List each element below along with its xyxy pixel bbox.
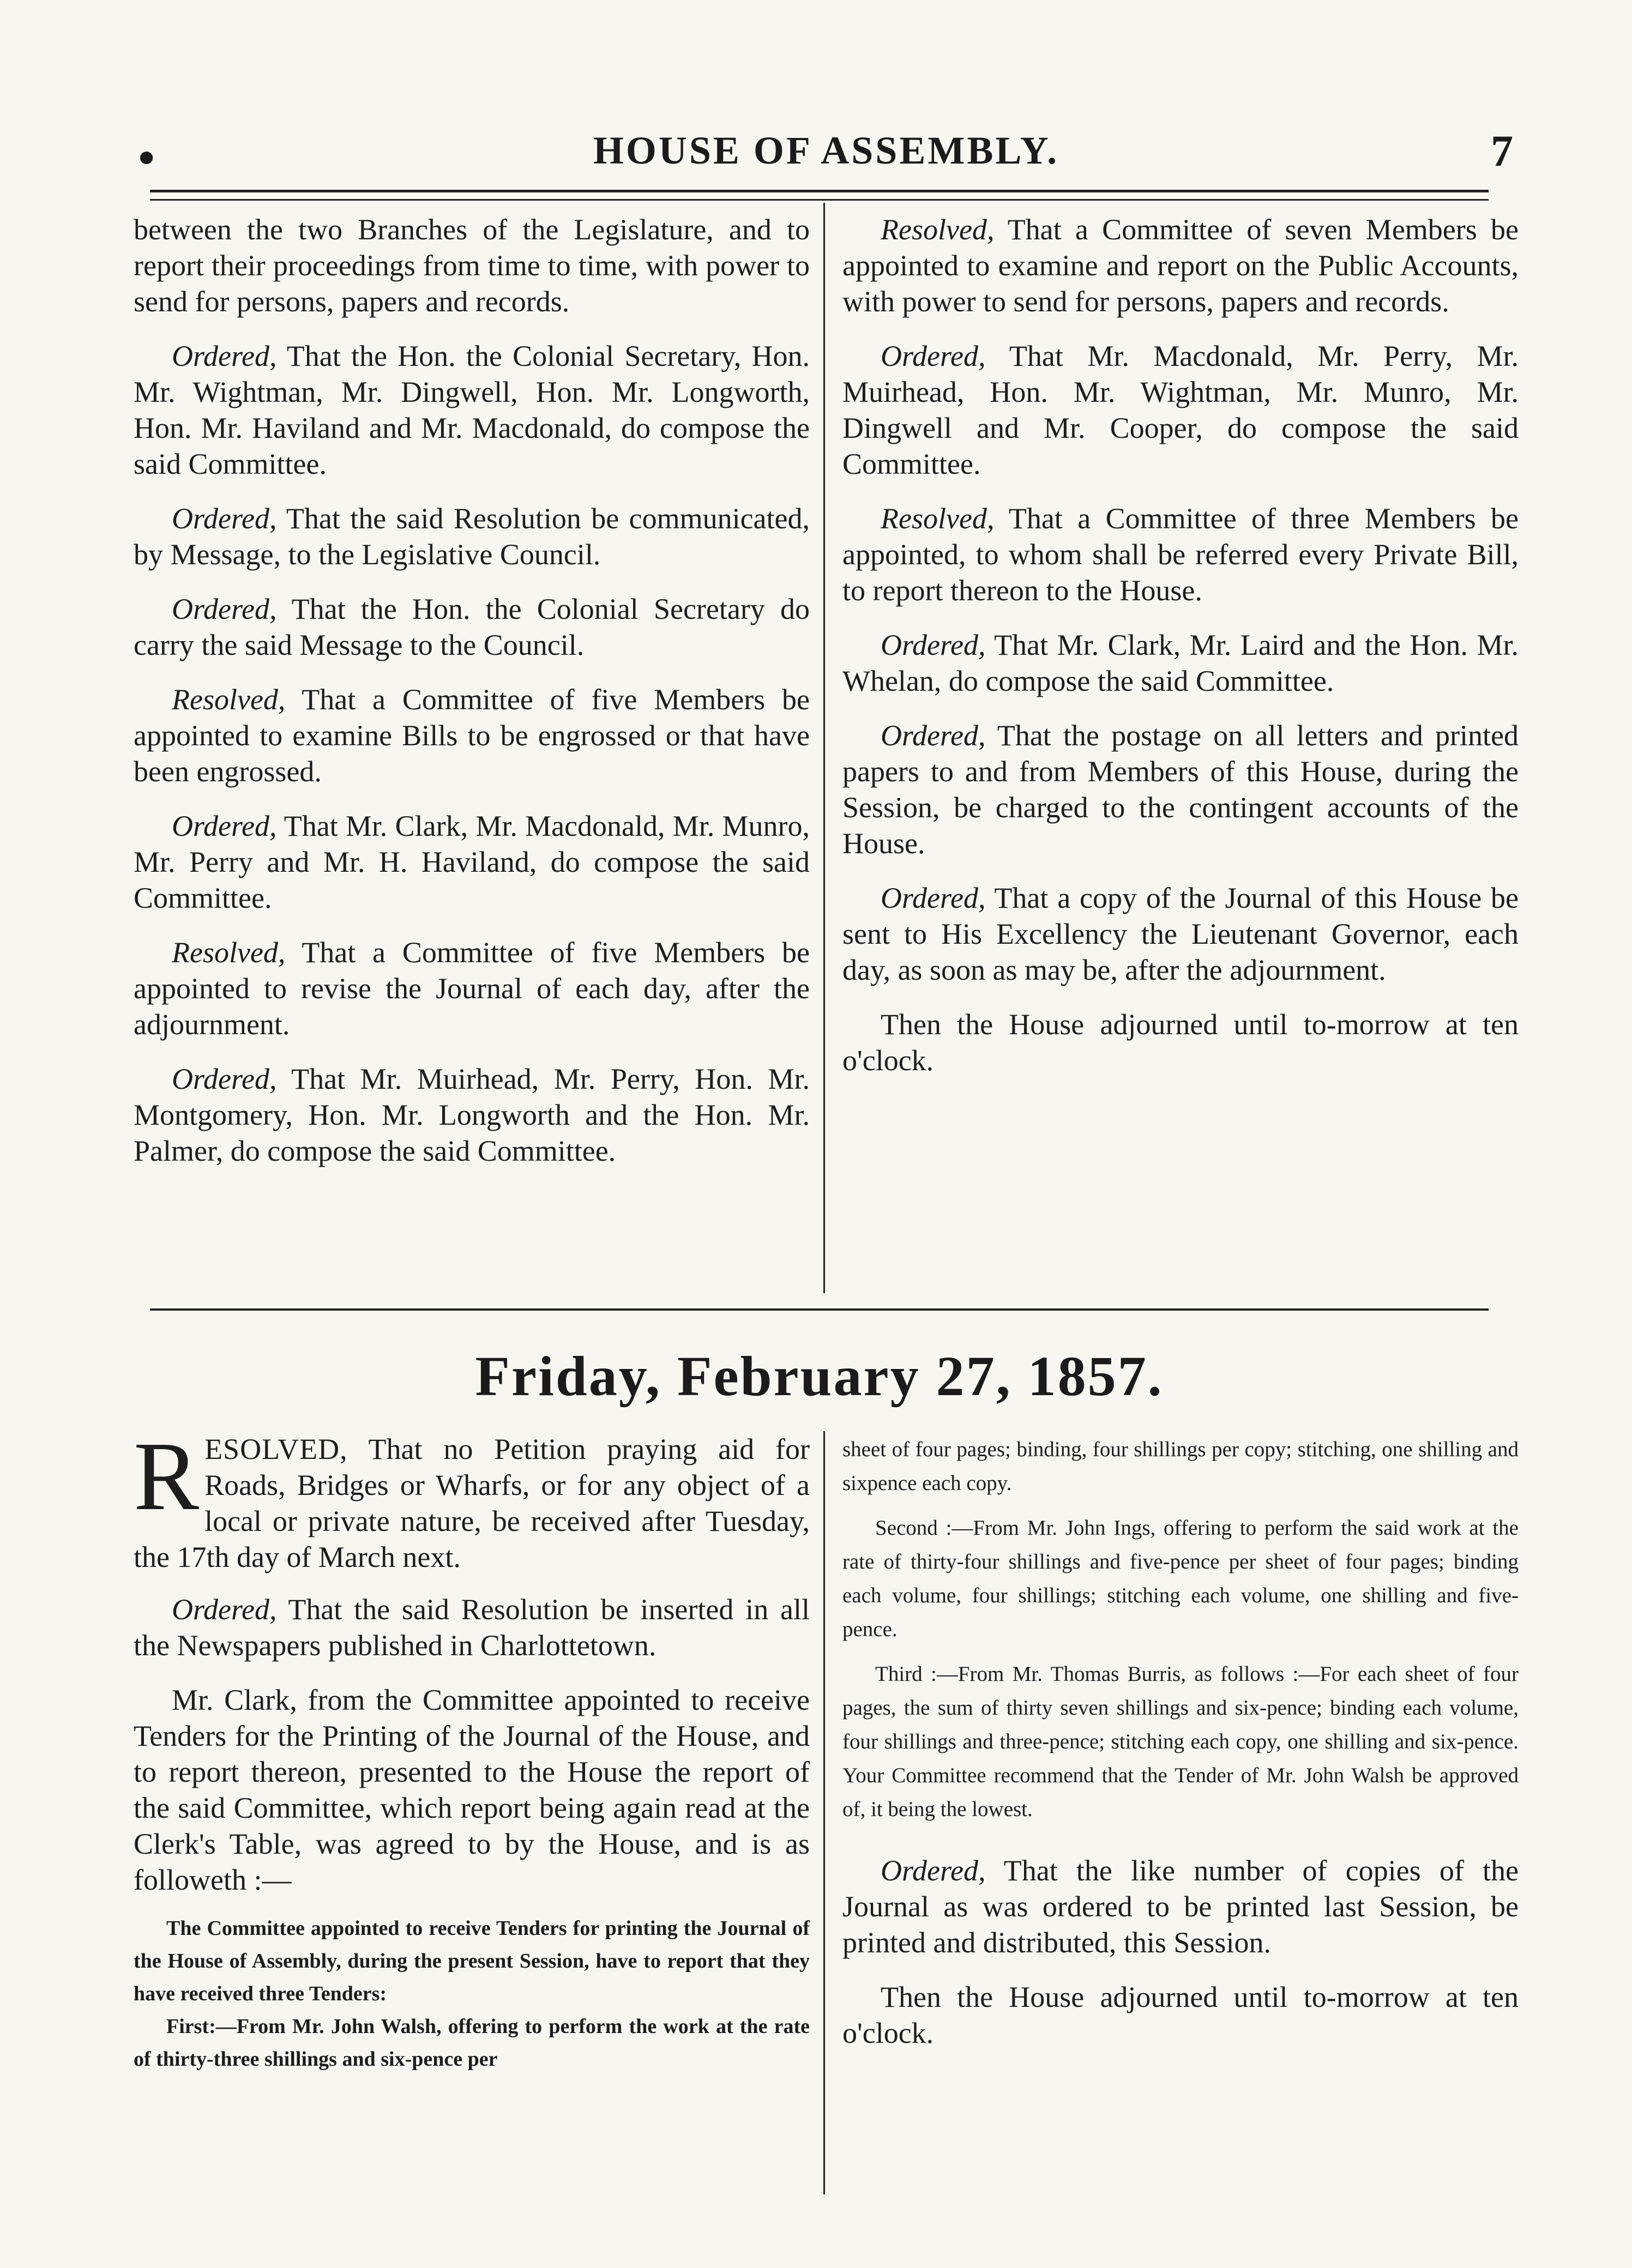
paragraph-lead: Ordered,: [881, 340, 986, 372]
top-left-column: [134, 212, 810, 1169]
paragraph-text: That the postage on all letters and printed papers to and from Members of this House, during the Session, be charged to the contingent accounts of the House.: [842, 719, 1519, 860]
paragraph-lead: Ordered,: [172, 340, 277, 372]
paragraph-text: That the like number of copies of the Journal as was ordered to be printed last Session, be printed and distributed, this Session.: [842, 1854, 1519, 1959]
paragraph-text: That a copy of the Journal of this House be sent to His Excellency the Lieutenant Governor, each day, as soon as may be, after the adjournment.: [842, 882, 1519, 986]
paragraph: [134, 591, 810, 663]
section-rule: [150, 1308, 1489, 1311]
paragraph: [134, 1591, 810, 1663]
paragraph-lead: Ordered,: [881, 882, 986, 914]
paragraph: [842, 880, 1519, 988]
bottom-right-paragraphs: [842, 1853, 1519, 2051]
paragraph-text: That the Hon. the Colonial Secretary do carry the said Message to the Council.: [134, 593, 810, 661]
paragraph: [842, 1853, 1519, 1961]
paragraph-lead: Ordered,: [172, 1593, 277, 1626]
paragraph-lead: Resolved,: [881, 502, 995, 535]
paragraph: [134, 338, 810, 482]
page-number: 7: [1491, 126, 1513, 176]
paragraph: [842, 500, 1519, 608]
paragraph-text: That Mr. Clark, Mr. Macdonald, Mr. Munro, Mr. Perry and Mr. H. Haviland, do compose the said Committee.: [134, 810, 810, 914]
paragraph: [134, 1061, 810, 1169]
bottom-left-paragraphs: [134, 1591, 810, 1898]
paragraph-lead: Resolved,: [172, 683, 286, 716]
paragraph-lead: Ordered,: [172, 810, 277, 842]
paragraph: [134, 681, 810, 789]
paragraph-lead: Ordered,: [172, 502, 277, 535]
paragraph-lead: Ordered,: [172, 593, 277, 625]
paragraph-lead: Ordered,: [172, 1063, 277, 1095]
tender-paragraph: Second :—From Mr. John Ings, offering to perform the said work at the rate of thirty-four shillings and five-pence per sheet of four pages; binding each volume, four shillings; stitching each volume, one shilling and five-pence.: [842, 1516, 1519, 1641]
running-header: [134, 123, 1519, 183]
resolved-text: That no Petition praying aid for Roads, Bridges or Wharfs, or for any object of a local or private nature, be received after Tuesday, the 17th day of March next.: [134, 1433, 810, 1573]
paragraph-lead: Ordered,: [881, 629, 986, 661]
paragraph: [134, 212, 810, 319]
paragraph-text: That a Committee of three Members be appointed, to whom shall be referred every Private Bill, to report thereon to the House.: [842, 502, 1519, 607]
paragraph: [134, 934, 810, 1042]
drop-cap: R: [134, 1422, 200, 1530]
paragraph-lead: Resolved,: [172, 936, 286, 969]
paragraph-text: between the two Branches of the Legislature, and to report their proceedings from time to time, with power to send for persons, papers and records.: [134, 213, 810, 318]
report-line: The Committee appointed to receive Tenders for printing the Journal of the House of Assembly, during the present Session, have to report that they have received three Tenders:: [134, 1917, 810, 2005]
paragraph: [842, 1979, 1519, 2051]
paragraph-text: Mr. Clark, from the Committee appointed to receive Tenders for the Printing of the Journal of the House, and to report thereon, presented to the House the report of the said Committee, which report being again read at the Clerk's Table, was agreed to by the House, and is as followeth :—: [134, 1684, 810, 1896]
top-right-column: [842, 212, 1519, 1078]
paragraph-text: That Mr. Clark, Mr. Laird and the Hon. Mr. Whelan, do compose the said Committee.: [842, 629, 1519, 697]
page-title: HOUSE OF ASSEMBLY.: [593, 129, 1059, 172]
paragraph: [134, 808, 810, 916]
resolved-paragraph: [134, 1422, 810, 1575]
paragraph-text: That the said Resolution be communicated, by Message, to the Legislative Council.: [134, 502, 810, 571]
tender-paragraph: Third :—From Mr. Thomas Burris, as follows :—For each sheet of four pages, the sum of thirty seven shillings and six-pence; binding each volume, four shillings and three-pence; stitching each copy, one shilling and six-pence. Your Committee recommend that the Tender of Mr. John Walsh be approved of, it being the lowest.: [842, 1662, 1519, 1821]
column-divider-bottom: [823, 1431, 825, 2194]
paragraph-text: That a Committee of five Members be appointed to revise the Journal of each day, after the adjournment.: [134, 936, 810, 1041]
paragraph-text: That the Hon. the Colonial Secretary, Hon. Mr. Wightman, Mr. Dingwell, Hon. Mr. Longworth, Hon. Mr. Haviland and Mr. Macdonald, do compose the said Committee.: [134, 340, 810, 480]
paragraph: [842, 212, 1519, 319]
tender-details: [842, 1433, 1519, 1826]
paragraph: [842, 1006, 1519, 1078]
paragraph: [842, 717, 1519, 861]
committee-report: [134, 1912, 810, 2076]
paragraph-text: That a Committee of five Members be appointed to examine Bills to be engrossed or that have been engrossed.: [134, 683, 810, 788]
resolved-caps: ESOLVED,: [204, 1433, 348, 1465]
paragraph-lead: Ordered,: [881, 1854, 986, 1887]
paragraph-lead: Ordered,: [881, 719, 986, 752]
bottom-left-column: [134, 1422, 810, 2076]
paragraph-text: Then the House adjourned until to-morrow at ten o'clock.: [842, 1008, 1519, 1077]
paragraph-text: That Mr. Muirhead, Mr. Perry, Hon. Mr. Montgomery, Hon. Mr. Longworth and the Hon. Mr. Palmer, do compose the said Committee.: [134, 1063, 810, 1167]
report-line: First:—From Mr. John Walsh, offering to perform the work at the rate of thirty-three shillings and six-pence per: [134, 2015, 810, 2071]
day-heading: Friday, February 27, 1857.: [475, 1345, 1164, 1408]
header-bullet: •: [134, 134, 160, 184]
paragraph: [134, 1682, 810, 1898]
header-rule: [150, 190, 1489, 201]
paragraph-lead: Resolved,: [881, 213, 995, 246]
paragraph: [842, 338, 1519, 482]
paragraph-text: That the said Resolution be inserted in all the Newspapers published in Charlottetown.: [134, 1593, 810, 1662]
tender-paragraph: sheet of four pages; binding, four shillings per copy; stitching, one shilling and sixpence each copy.: [842, 1438, 1519, 1495]
paragraph-text: That a Committee of seven Members be appointed to examine and report on the Public Accounts, with power to send for persons, papers and records.: [842, 213, 1519, 318]
paragraph-text: That Mr. Macdonald, Mr. Perry, Mr. Muirhead, Hon. Mr. Wightman, Mr. Munro, Mr. Dingwell and Mr. Cooper, do compose the said Committee.: [842, 340, 1519, 480]
paragraph: [134, 500, 810, 572]
paragraph: [842, 627, 1519, 699]
column-divider-top: [823, 203, 825, 1293]
paragraph-text: Then the House adjourned until to-morrow at ten o'clock.: [842, 1981, 1519, 2049]
bottom-right-column: [842, 1433, 1519, 2051]
